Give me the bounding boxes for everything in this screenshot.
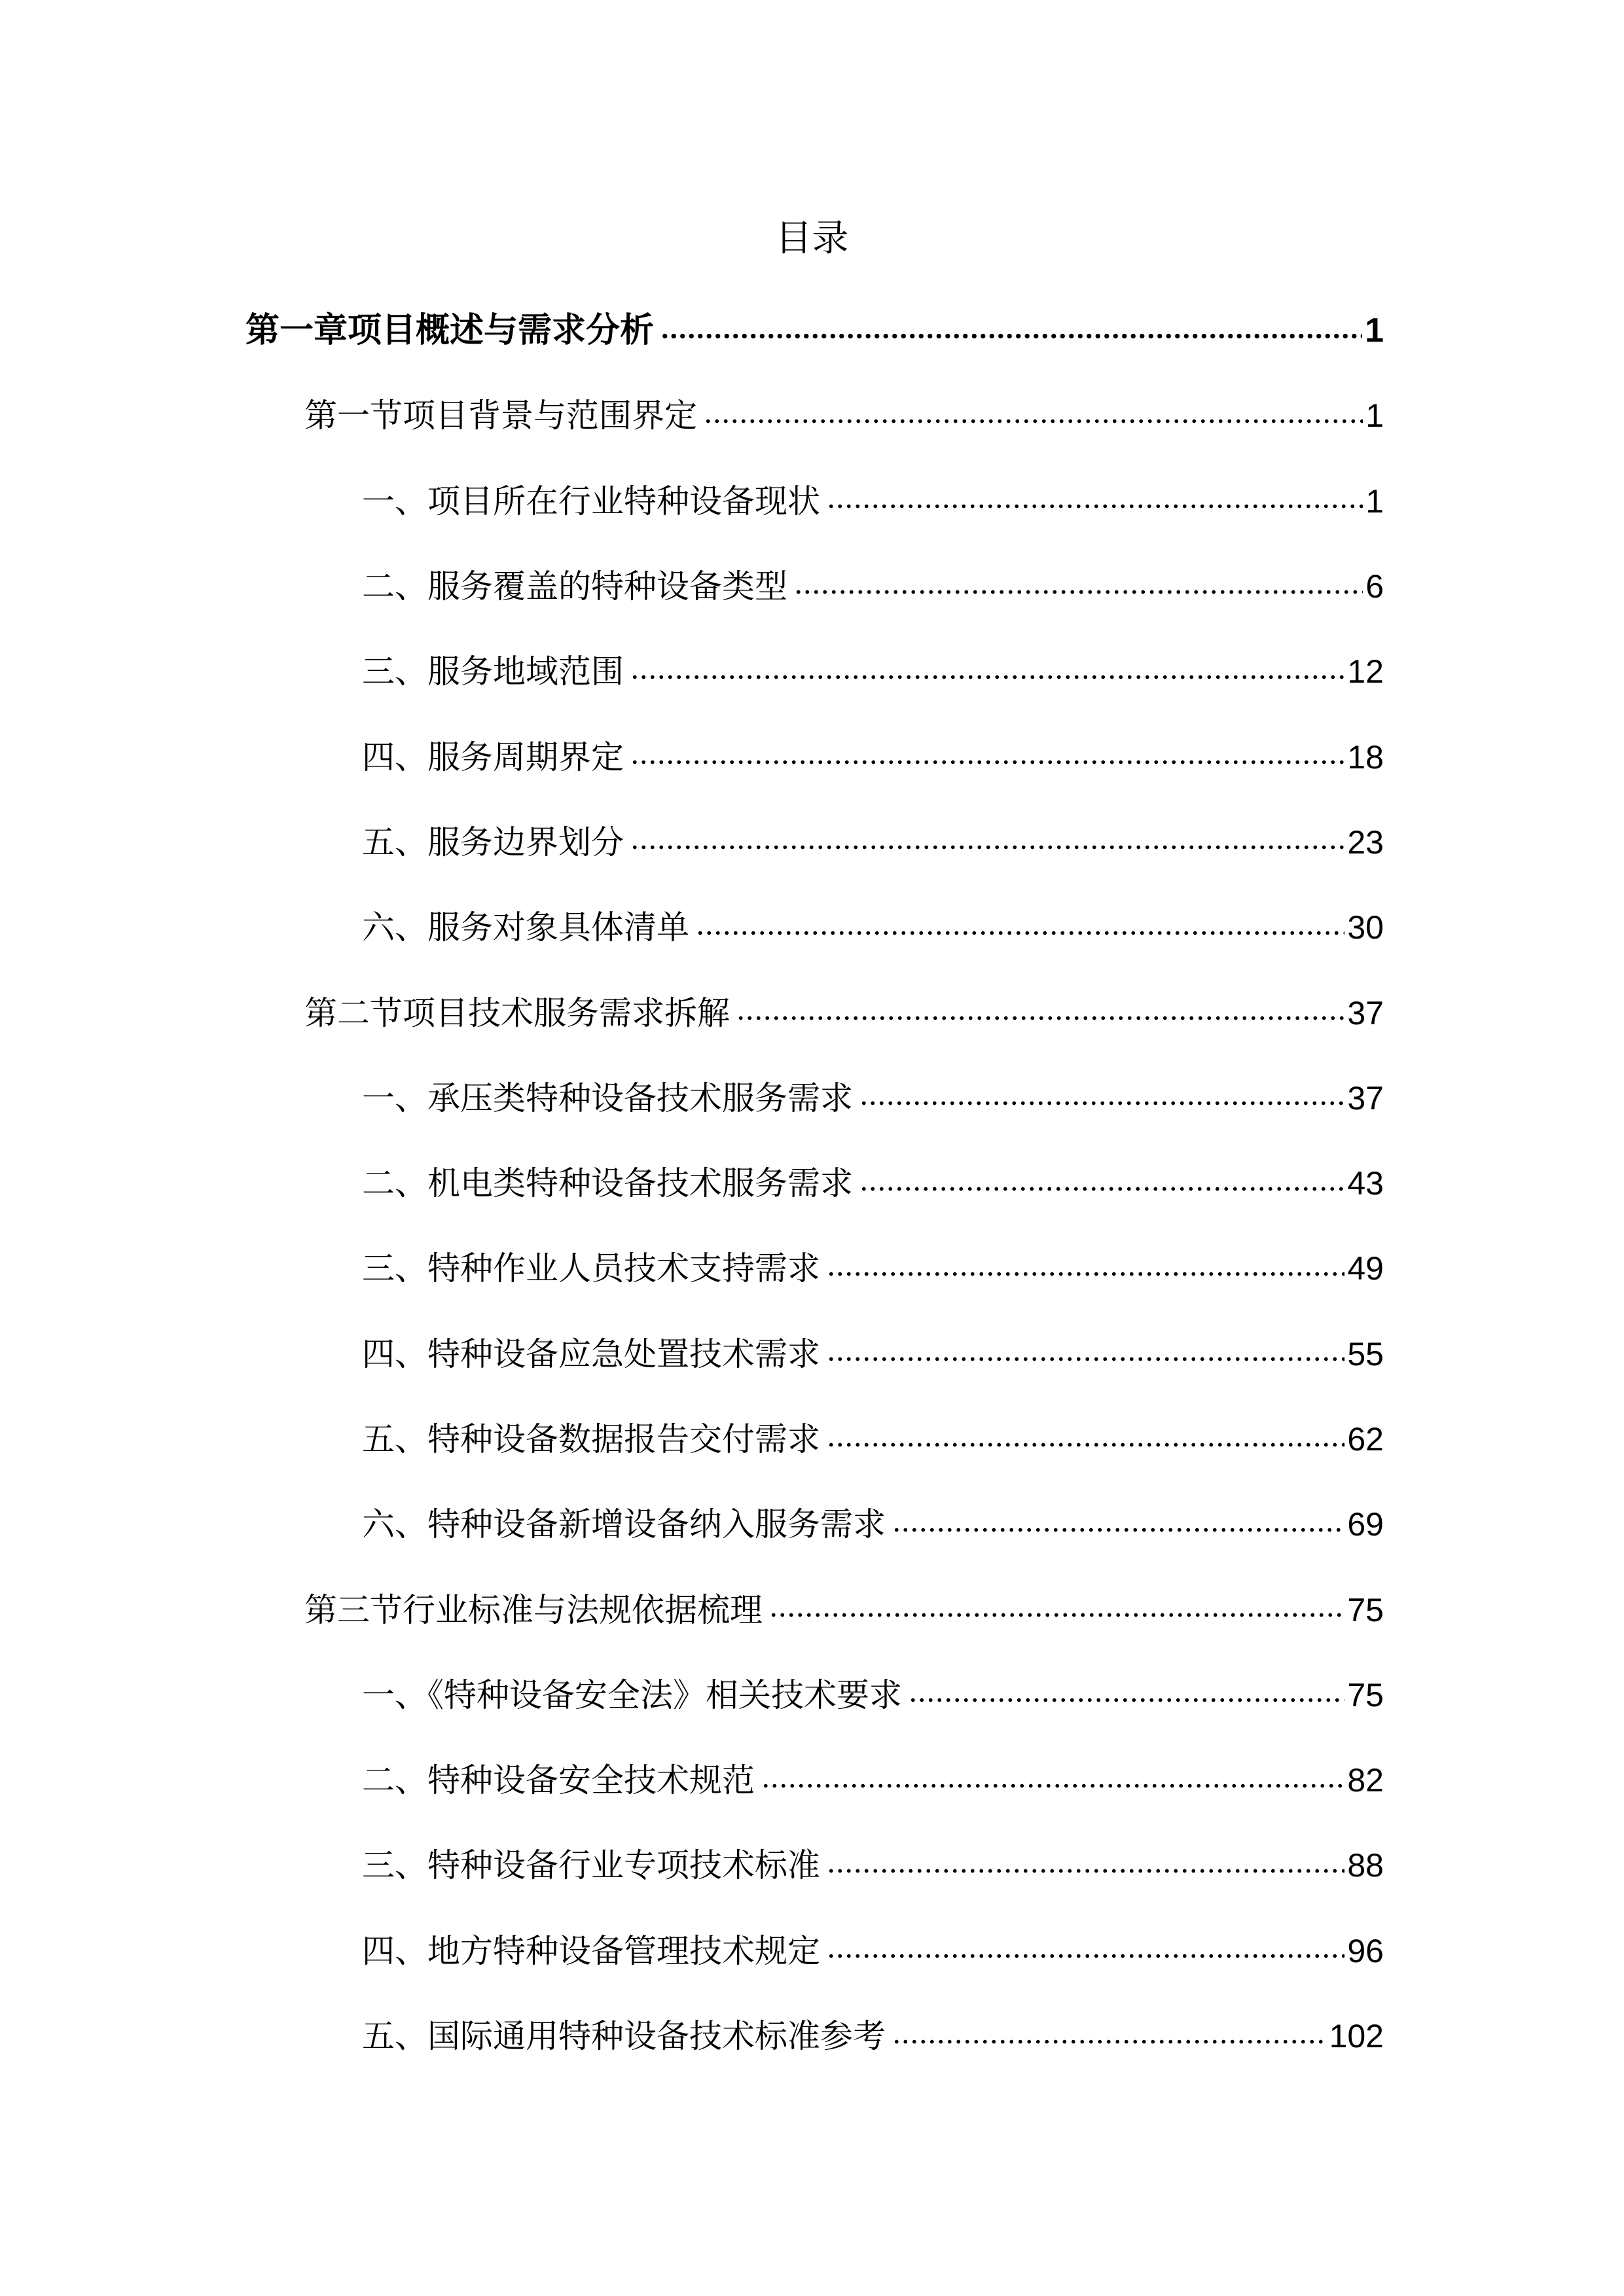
toc-entry-line [362,560,1384,613]
toc-entry-line [362,731,1384,783]
toc-entry[interactable] [0,1141,1624,1226]
dot-leader [736,1012,1344,1025]
toc-entry-page-number: 49 [1347,1250,1384,1287]
toc-entry-title: 三、特种设备行业专项技术标准 [362,1846,820,1885]
toc-entry-page-number: 12 [1347,653,1384,691]
toc-entry-page-number: 30 [1347,909,1384,946]
toc-entry-title: 三、特种作业人员技术支持需求 [362,1249,820,1288]
toc-entry[interactable] [0,1909,1624,1994]
dot-leader [660,329,1362,342]
toc-entry-page-number: 1 [1365,312,1384,350]
toc-entry[interactable] [0,1056,1624,1141]
toc-entry-line [362,645,1384,698]
table-of-contents [0,288,1624,2079]
dot-leader [827,1353,1344,1366]
dot-leader [769,1609,1344,1622]
toc-entry[interactable] [0,714,1624,799]
toc-entry-title: 一、项目所在行业特种设备现状 [362,482,820,520]
toc-entry-page-number: 102 [1329,2018,1384,2055]
toc-entry[interactable] [0,970,1624,1055]
toc-entry-page-number: 6 [1365,568,1384,605]
toc-entry-page-number: 88 [1347,1847,1384,1884]
dot-leader [892,2035,1327,2048]
toc-entry-line [362,1413,1384,1465]
toc-entry-title: 第三节行业标准与法规依据梳理 [304,1590,763,1629]
toc-entry-line [304,389,1384,442]
dot-leader [827,1950,1344,1963]
toc-entry-title: 四、地方特种设备管理技术规定 [362,1931,820,1970]
toc-entry-line [362,1328,1384,1380]
dot-leader [859,1097,1344,1110]
toc-entry-page-number: 82 [1347,1762,1384,1799]
toc-entry[interactable] [0,459,1624,544]
toc-entry-title: 六、特种设备新增设备纳入服务需求 [362,1505,886,1544]
toc-entry-title: 第一章项目概述与需求分析 [245,311,655,351]
toc-entry-line [362,1072,1384,1124]
toc-entry-title: 五、特种设备数据报告交付需求 [362,1420,820,1458]
toc-entry[interactable] [0,1397,1624,1482]
toc-entry-page-number: 23 [1347,823,1384,861]
toc-entry-line [362,1242,1384,1295]
toc-entry-page-number: 62 [1347,1421,1384,1458]
toc-entry-line [245,304,1384,357]
toc-entry[interactable] [0,1482,1624,1567]
toc-entry[interactable] [0,1226,1624,1311]
toc-entry-title: 四、服务周期界定 [362,738,624,776]
dot-leader [630,670,1344,683]
toc-entry-page-number: 55 [1347,1335,1384,1372]
toc-entry-line [304,987,1384,1039]
toc-entry[interactable] [0,1567,1624,1652]
toc-entry-line [362,1925,1384,1977]
toc-entry-title: 五、国际通用特种设备技术标准参考 [362,2017,886,2056]
toc-entry-line [362,1669,1384,1721]
toc-entry-title: 二、机电类特种设备技术服务需求 [362,1164,853,1203]
toc-entry-title: 一、承压类特种设备技术服务需求 [362,1079,853,1117]
dot-leader [827,1438,1344,1451]
toc-entry[interactable] [0,288,1624,373]
toc-entry-title: 二、特种设备安全技术规范 [362,1761,755,1800]
toc-title: 目录 [775,217,849,260]
toc-entry-page-number: 37 [1347,1079,1384,1117]
dot-leader [827,1864,1344,1877]
toc-entry-page-number: 75 [1347,1591,1384,1628]
toc-entry-title: 第一节项目背景与范围界定 [304,397,697,435]
toc-entry-page-number: 43 [1347,1165,1384,1202]
toc-entry[interactable] [0,1653,1624,1738]
toc-entry-title: 四、特种设备应急处置技术需求 [362,1335,820,1373]
toc-entry-line [304,1584,1384,1636]
toc-entry-line [362,1498,1384,1551]
toc-entry[interactable] [0,1994,1624,2079]
toc-entry[interactable] [0,1738,1624,1823]
dot-leader [909,1694,1344,1707]
toc-entry-title: 六、服务对象具体清单 [362,908,689,947]
toc-entry[interactable] [0,1823,1624,1908]
dot-leader [794,585,1363,598]
toc-entry[interactable] [0,1312,1624,1397]
toc-entry-title: 一、《特种设备安全法》相关技术要求 [362,1676,902,1714]
toc-entry[interactable] [0,373,1624,458]
toc-entry-line [362,2010,1384,2062]
toc-entry[interactable] [0,885,1624,970]
dot-leader [696,926,1344,939]
dot-leader [630,756,1344,769]
dot-leader [827,1267,1344,1280]
toc-entry-page-number: 75 [1347,1676,1384,1713]
toc-entry-page-number: 96 [1347,1932,1384,1969]
toc-entry-line [362,816,1384,869]
toc-entry-title: 五、服务边界划分 [362,823,624,861]
toc-entry[interactable] [0,629,1624,714]
toc-entry-page-number: 1 [1365,397,1384,435]
dot-leader [761,1779,1344,1792]
toc-entry-page-number: 1 [1365,482,1384,520]
toc-entry-line [362,1754,1384,1806]
toc-entry-page-number: 18 [1347,738,1384,776]
toc-entry-title: 三、服务地域范围 [362,653,624,691]
dot-leader [704,414,1363,427]
toc-entry-title: 二、服务覆盖的特种设备类型 [362,567,787,606]
toc-entry-line [362,901,1384,954]
toc-entry-line [362,1839,1384,1892]
toc-entry-title: 第二节项目技术服务需求拆解 [304,994,730,1032]
dot-leader [859,1182,1344,1195]
toc-entry-line [362,1157,1384,1210]
toc-entry[interactable] [0,800,1624,885]
toc-entry-page-number: 69 [1347,1506,1384,1543]
toc-entry[interactable] [0,544,1624,629]
toc-entry-line [362,475,1384,528]
toc-entry-page-number: 37 [1347,994,1384,1031]
dot-leader [892,1523,1344,1536]
dot-leader [827,500,1363,513]
dot-leader [630,841,1344,854]
